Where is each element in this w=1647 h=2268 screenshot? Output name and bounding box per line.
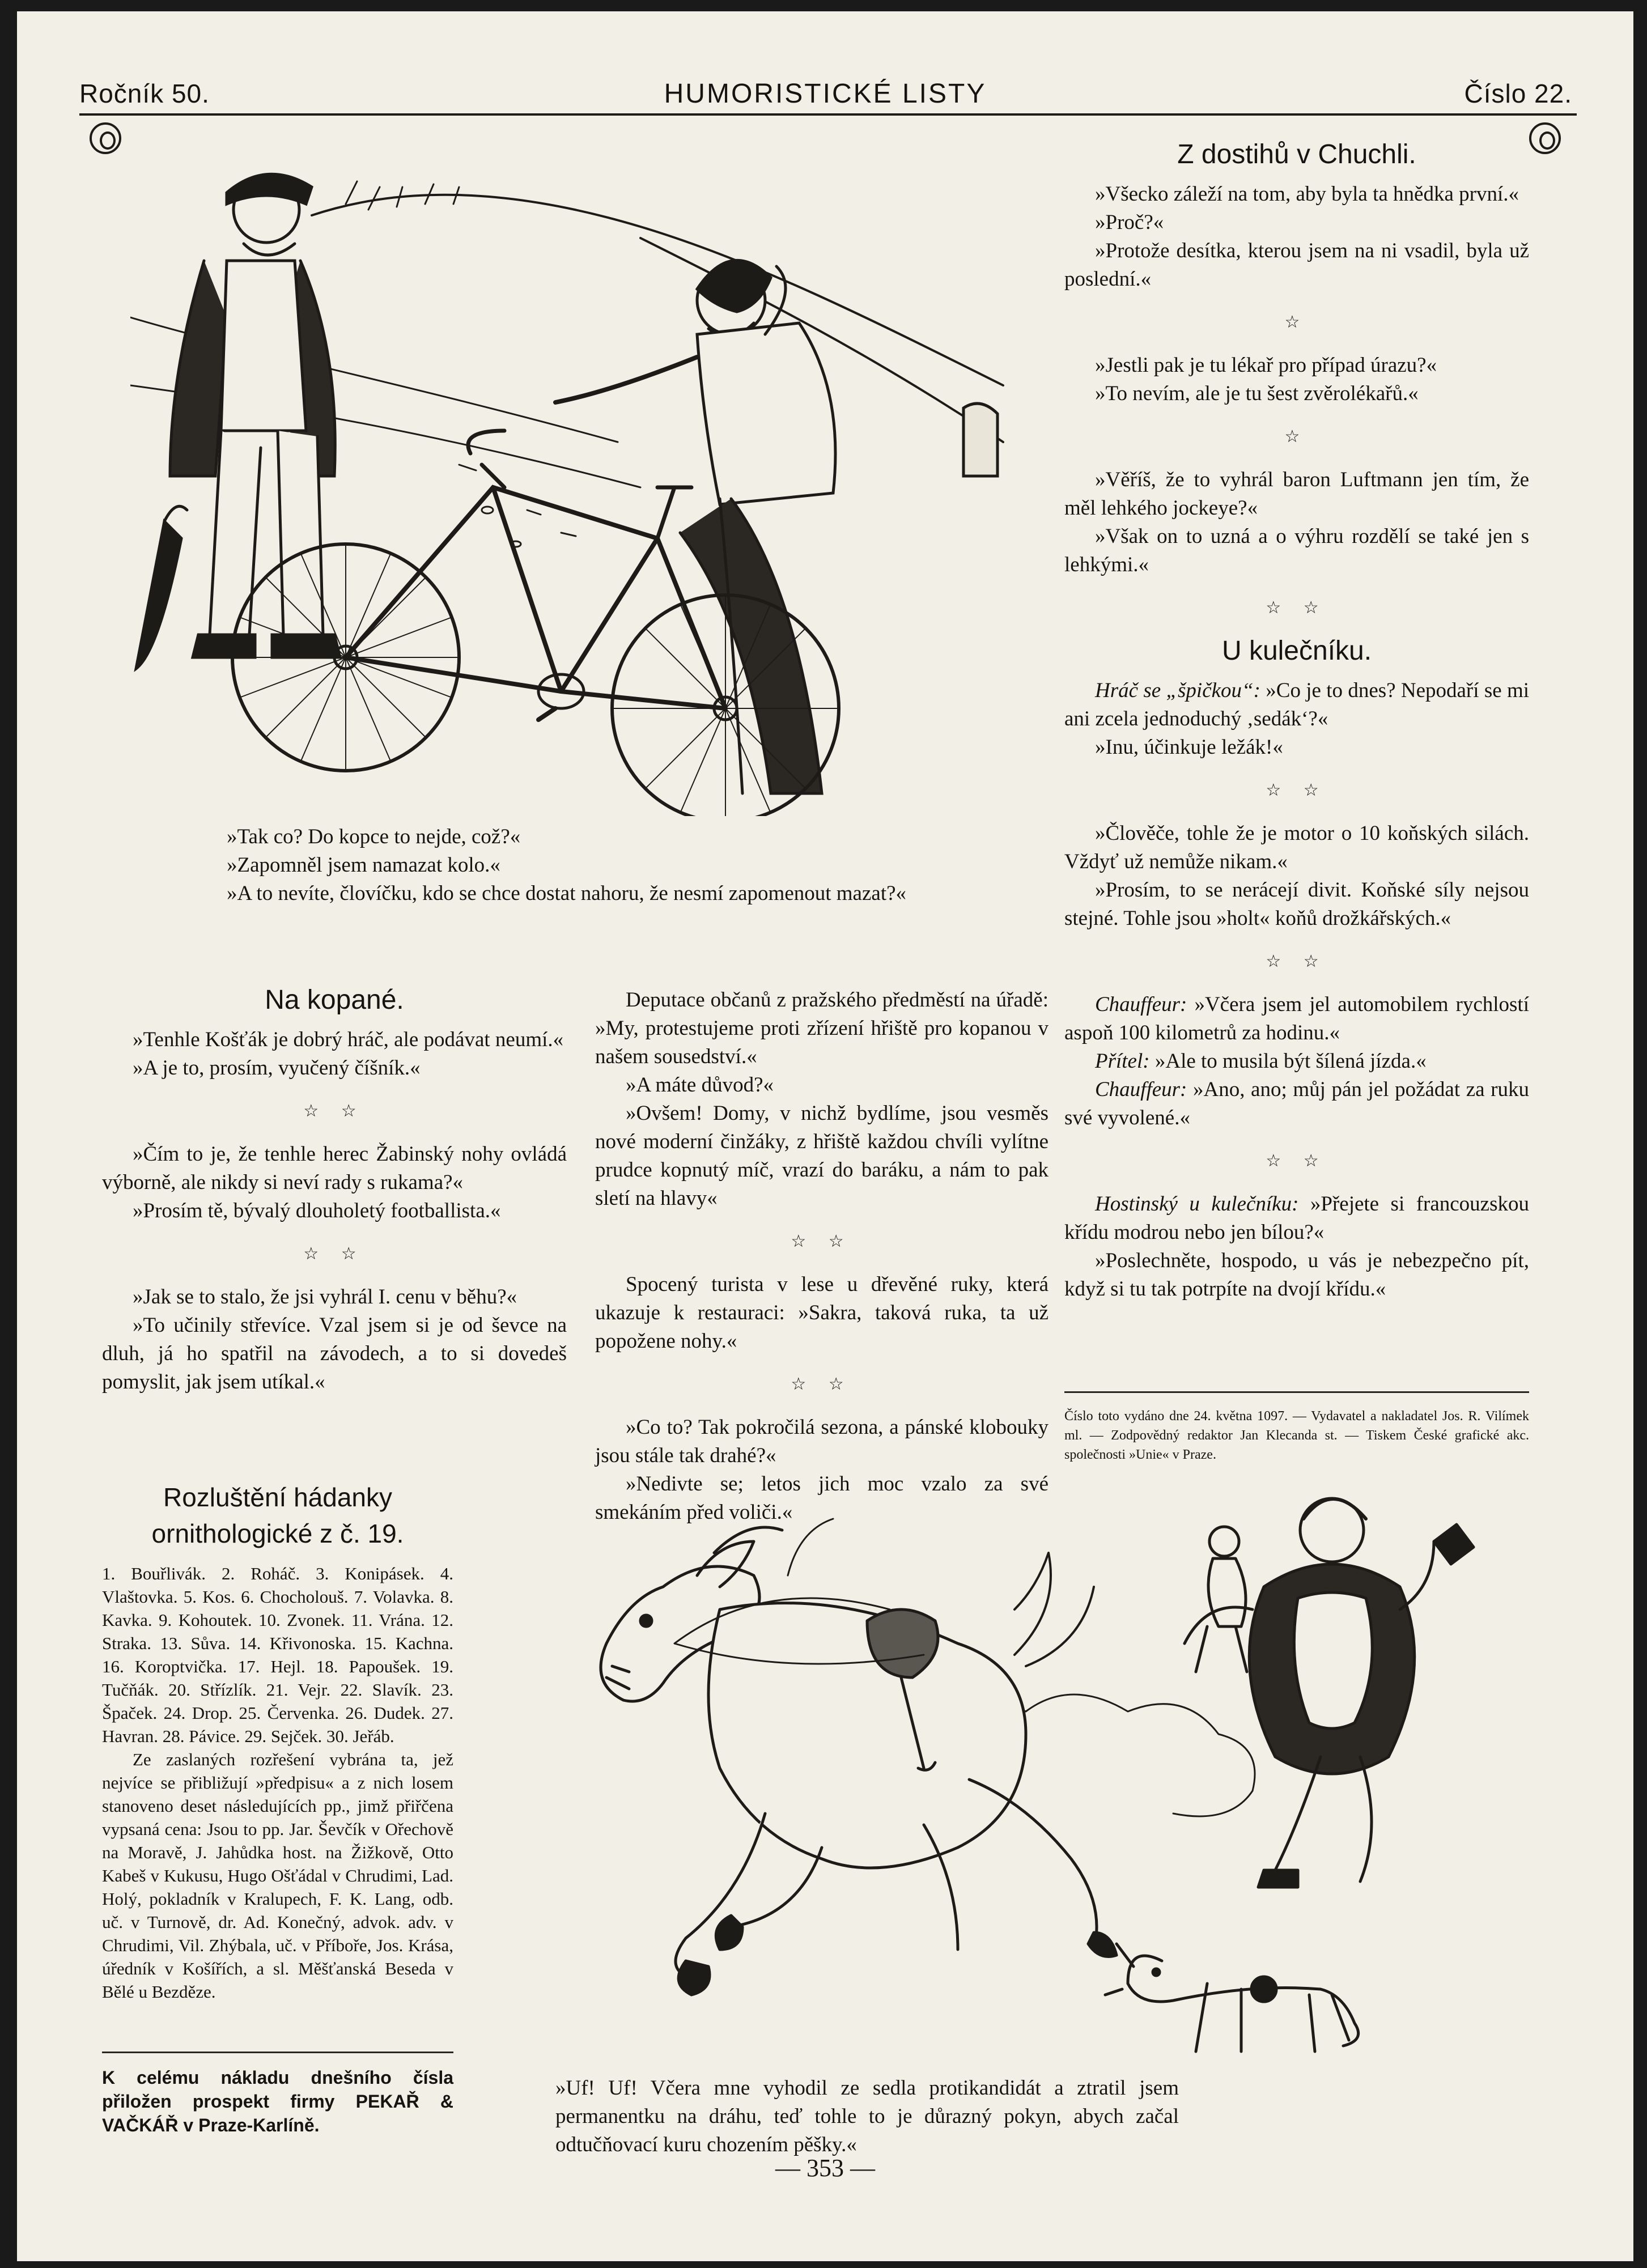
imprint-rule — [1064, 1391, 1529, 1393]
joke-line: Spocený turista v lese u dřevěné ruky, která ukazuje k restauraci: »Sakra, taková ruka, ta už popožene nohy.« — [595, 1273, 1049, 1353]
riddle-title-line: Rozluštění hádanky — [163, 1483, 393, 1512]
joke-line: »Však on to uzná a o výhru rozdělí se také jen s lehkými.« — [1064, 525, 1529, 576]
bicycle-caption — [227, 823, 1100, 908]
joke-line: »To nevím, ale je tu šest zvěrolékařů.« — [1095, 382, 1419, 405]
star-separator: ☆ ☆ — [1266, 598, 1328, 617]
riddle-section — [102, 1479, 453, 2003]
joke-line: »Nedivte se; letos jich moc vzalo za své smekáním před voliči.« — [595, 1472, 1049, 1524]
riddle-title — [102, 1479, 453, 1552]
star-separator: ☆ ☆ — [791, 1232, 853, 1251]
page-number: — 353 — — [775, 2154, 875, 2182]
joke-line: »Čím to je, že tenhle herec Žabinský nohy ovládá výborně, ale nikdy si neví rady s rukama?« — [102, 1143, 567, 1194]
joke-line: »Inu, účinkuje ležák!« — [1095, 736, 1283, 759]
speaker: Hráč se „špičkou“: — [1095, 679, 1260, 702]
joke-line: »Ovšem! Domy, v nichž bydlíme, jsou vesměs nové moderní činžáky, z hřiště každou chvíli vylítne prudce kopnutý míč, vrazí do baráku, a nám to pak sletí na hlavy« — [595, 1102, 1049, 1210]
joke-line: »Jestli pak je tu lékař pro případ úrazu?« — [1095, 354, 1437, 377]
volume-label: Ročník 50. — [79, 79, 210, 108]
joke-line: »Všecko záleží na tom, aby byla ta hnědka první.« — [1095, 182, 1519, 206]
bicycle-cartoon-illustration — [130, 147, 1014, 816]
chuchle-section — [1064, 141, 1529, 1303]
joke-line: »Jak se to stalo, že jsi vyhrál I. cenu v běhu?« — [133, 1285, 517, 1309]
joke-line: Deputace občanů z pražského předměstí na úřadě: »My, protestujeme proti zřízení hřiště pro kopanou v našem sousedství.« — [595, 988, 1049, 1068]
section-title: Z dostihů v Chuchli. — [1177, 139, 1416, 169]
horse-caption — [555, 2074, 1179, 2159]
section-title: U kulečníku. — [1221, 636, 1372, 666]
joke-line: »A je to, prosím, vyučený číšník.« — [133, 1056, 421, 1080]
star-separator: ☆ — [1284, 313, 1309, 332]
header-rule — [79, 113, 1577, 116]
joke-line: »Proč?« — [1095, 211, 1164, 234]
joke-line: »Prosím, to se nerácejí divit. Koňské síly nejsou stejné. Tohle jsou »holt« koňů drožkářských.« — [1064, 878, 1529, 930]
joke-line: »A máte důvod?« — [626, 1073, 774, 1097]
horse-cartoon-illustration — [527, 1496, 1491, 2108]
speaker: Přítel: — [1095, 1050, 1150, 1073]
star-separator: ☆ ☆ — [791, 1375, 853, 1394]
magazine-page — [17, 11, 1633, 2261]
star-separator: ☆ ☆ — [1266, 781, 1328, 800]
imprint-text: Číslo toto vydáno dne 24. května 1097. — Vydavatel a nakladatel Jos. R. Vilímek ml. — Zodpovědný redaktor Jan Klecanda st. — Tiskem České grafické akc. společnosti »Unie« v Praze. — [1064, 1409, 1529, 1462]
advertisement — [102, 2066, 453, 2137]
joke-line: »Prosím tě, bývalý dlouholetý footballista.« — [133, 1199, 501, 1222]
star-separator: ☆ ☆ — [1266, 952, 1328, 971]
ad-text: K celému nákladu dnešního čísla přiložen prospekt firmy PEKAŘ & VAČKÁŘ v Praze-Karlíně. — [102, 2067, 453, 2135]
joke-line: »Co je to dnes? Nepodaří se mi ani zcela jednoduchý ‚sedák‘?« — [1064, 679, 1529, 730]
star-separator: ☆ ☆ — [303, 1245, 366, 1263]
ad-rule — [102, 2052, 453, 2053]
speaker: Hostinský u kulečníku: — [1095, 1192, 1299, 1216]
caption-text: »Uf! Uf! Včera mne vyhodil ze sedla protikandidát a ztratil jsem permanentku na dráhu, teď tohle to je důrazný pokyn, abych začal odtučňovací kuru chozením pěšky.« — [555, 2076, 1179, 2156]
ornament-icon — [90, 122, 121, 154]
star-separator: ☆ ☆ — [303, 1102, 366, 1120]
speaker: Chauffeur: — [1095, 993, 1187, 1016]
riddle-winners: Ze zaslaných rozřešení vybrána ta, jež nejvíce se přibližují »předpisu« a z nich losem stanoveno deset následujících pp., jimž přiřčena vypsaná cena: Jsou to pp. Jar. Ševčík v Ořechově na Moravě, J. Jahůdka host. na Žižkově, Otto Kabeš v Kukusu, Hugo Ošťádal v Chrudimi, Lad. Holý, pokladník v Kralupech, F. K. Lang, odb. uč. v Turnově, dr. Ad. Konečný, advok. adv. v Chrudimi, Vil. Zhýbala, uč. v Příboře, Jos. Krása, úředník v Košířích, a sl. Měšťanská Beseda v Bělé u Bezděze. — [102, 1749, 453, 2002]
speaker: Chauffeur: — [1095, 1078, 1187, 1101]
joke-line: »Ano, ano; můj pán jel požádat za ruku své vyvolené.« — [1064, 1078, 1529, 1129]
joke-line: »Co to? Tak pokročilá sezona, a pánské klobouky jsou stále tak drahé?« — [595, 1416, 1049, 1467]
joke-line: »Ale to musila být šílená jízda.« — [1154, 1050, 1427, 1073]
section-title: Na kopané. — [265, 985, 404, 1015]
riddle-title-line: ornithologické z č. 19. — [151, 1519, 404, 1548]
joke-line: »Poslechněte, hospodo, u vás je nebezpečno pít, když si tu tak potrpíte na dvojí křídu.« — [1064, 1249, 1529, 1301]
imprint — [1064, 1407, 1529, 1464]
caption-line: »A to nevíte, človíčku, kdo se chce dostat nahoru, že nesmí zapomenout mazat?« — [227, 882, 907, 905]
magazine-title: HUMORISTICKÉ LISTY — [664, 79, 987, 109]
riddle-solution: 1. Bouřlivák. 2. Roháč. 3. Konipásek. 4. Vlaštovka. 5. Kos. 6. Chocholouš. 7. Volavka. 8. Kavka. 9. Kohoutek. 10. Zvonek. 11. Vrána. 12. Straka. 13. Sůva. 14. Křivonoska. 15. Kachna. 16. Koroptvička. 17. Hejl. 18. Papoušek. 19. Tučňák. 20. Střízlík. 21. Vejr. 22. Slavík. 23. Špaček. 24. Drop. 25. Červenka. 26. Dudek. 27. Havran. 28. Pávice. 29. Sejček. 30. Jeřáb. — [102, 1564, 453, 1746]
joke-line: »Člověče, tohle že je motor o 10 koňských silách. Vždyť už nemůže nikam.« — [1064, 822, 1529, 873]
joke-line: »To učinily střevíce. Vzal jsem si je od ševce na dluh, já ho spatřil na závodech, a to si dovedeš pomyslit, jak jsem utíkal.« — [102, 1314, 567, 1394]
middle-column — [595, 986, 1049, 1527]
joke-line: »Protože desítka, kterou jsem na ni vsadil, byla už poslední.« — [1064, 239, 1529, 291]
star-separator: ☆ ☆ — [1266, 1152, 1328, 1170]
caption-line: »Tak co? Do kopce to nejde, což?« — [227, 825, 521, 848]
ornament-icon — [1529, 122, 1561, 154]
caption-line: »Zapomněl jsem namazat kolo.« — [227, 853, 500, 877]
joke-line: »Včera jsem jel automobilem rychlostí aspoň 100 kilometrů za hodinu.« — [1064, 993, 1529, 1044]
issue-label: Číslo 22. — [1464, 79, 1572, 108]
star-separator: ☆ — [1284, 427, 1309, 446]
kopane-section — [102, 986, 567, 1396]
joke-line: »Věříš, že to vyhrál baron Luftmann jen tím, že měl lehkého jockeye?« — [1064, 468, 1529, 520]
joke-line: »Tenhle Košťák je dobrý hráč, ale podávat neumí.« — [133, 1028, 564, 1051]
joke-line: »Přejete si francouzskou křídu modrou nebo jen bílou?« — [1064, 1192, 1530, 1244]
